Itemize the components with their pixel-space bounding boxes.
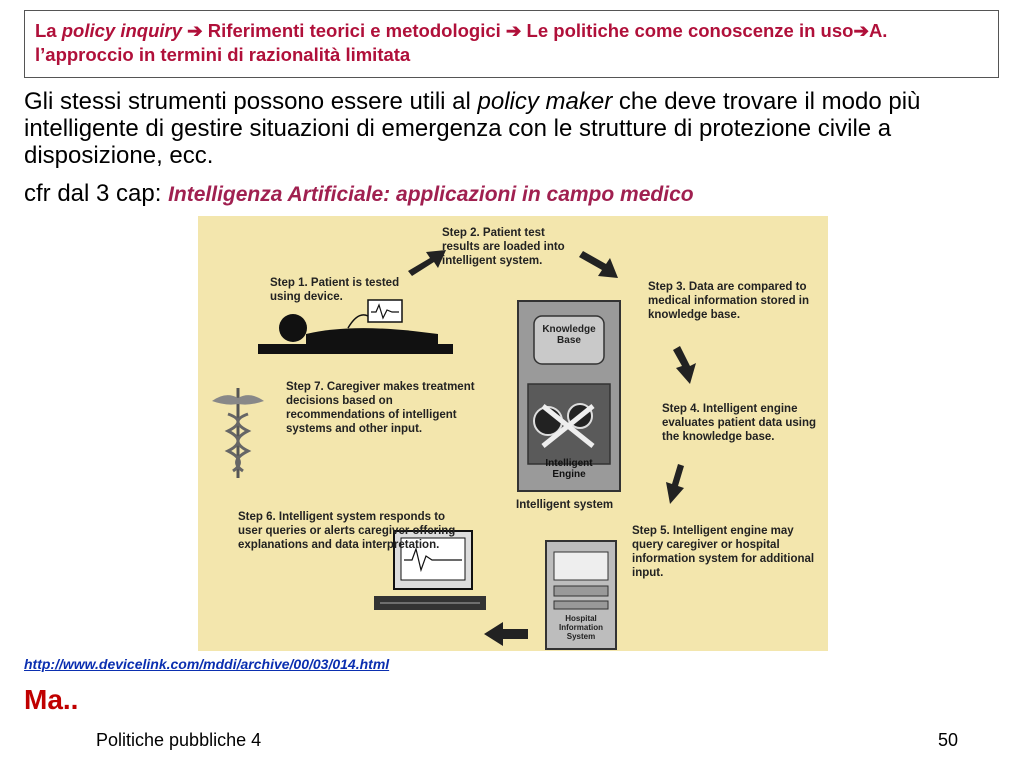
step-2-label: Step 2. Patient test results are loaded into intelligent system. bbox=[442, 227, 565, 267]
step-3-label: Step 3. Data are compared to medical information stored in knowledge base. bbox=[648, 281, 810, 321]
body-paragraph bbox=[24, 88, 984, 169]
ma-heading: Ma.. bbox=[24, 684, 79, 715]
step-7-label: Step 7. Caregiver makes treatment decisions based on recommendations of intelligent systems and other input. bbox=[286, 381, 475, 435]
title-part3: ➔ Riferimenti teorici e metodologici ➔ Le politiche come conoscenze in uso➔A. l’approccio in termini di razionalità limitata bbox=[35, 20, 888, 65]
hospital-system-label: Hospital Information System bbox=[559, 614, 603, 641]
page-number: 50 bbox=[938, 730, 959, 750]
slide-title bbox=[24, 10, 999, 78]
medical-ai-diagram bbox=[198, 216, 828, 651]
ref-title: Intelligenza Artificiale: applicazioni in campo medico bbox=[168, 183, 694, 206]
step-4-label: Step 4. Intelligent engine evaluates patient data using the knowledge base. bbox=[662, 403, 817, 443]
body-text-a: Gli stessi strumenti possono essere utili al bbox=[24, 88, 478, 115]
step-5-label: Step 5. Intelligent engine may query caregiver or hospital information system for additional input. bbox=[632, 525, 815, 579]
patient-icon bbox=[258, 314, 453, 354]
title-part1: La bbox=[35, 20, 62, 41]
reference-line bbox=[24, 180, 694, 208]
step-1-label: Step 1. Patient is tested using device. bbox=[270, 277, 400, 303]
body-italic: policy maker bbox=[477, 88, 613, 115]
caduceus-icon bbox=[212, 388, 264, 478]
knowledge-base-label: Knowledge Base bbox=[542, 324, 596, 346]
ref-prefix: cfr dal 3 cap: bbox=[24, 180, 169, 207]
body-text-b: che deve trovare il modo più intelligente di gestire situazioni di emergenza con le strutture di protezione civile a disposizione, ecc. bbox=[24, 88, 921, 169]
intelligent-engine-label: Intelligent Engine bbox=[545, 458, 593, 480]
source-link[interactable]: http://www.devicelink.com/mddi/archive/00/03/014.html bbox=[24, 656, 390, 672]
footer-title: Politiche pubbliche 4 bbox=[96, 730, 262, 750]
step-6-label: Step 6. Intelligent system responds to user queries or alerts caregiver offering explanations and data interpretation. bbox=[238, 511, 456, 551]
intelligent-system-label: Intelligent system bbox=[516, 499, 614, 511]
title-italic: policy inquiry bbox=[61, 20, 183, 41]
